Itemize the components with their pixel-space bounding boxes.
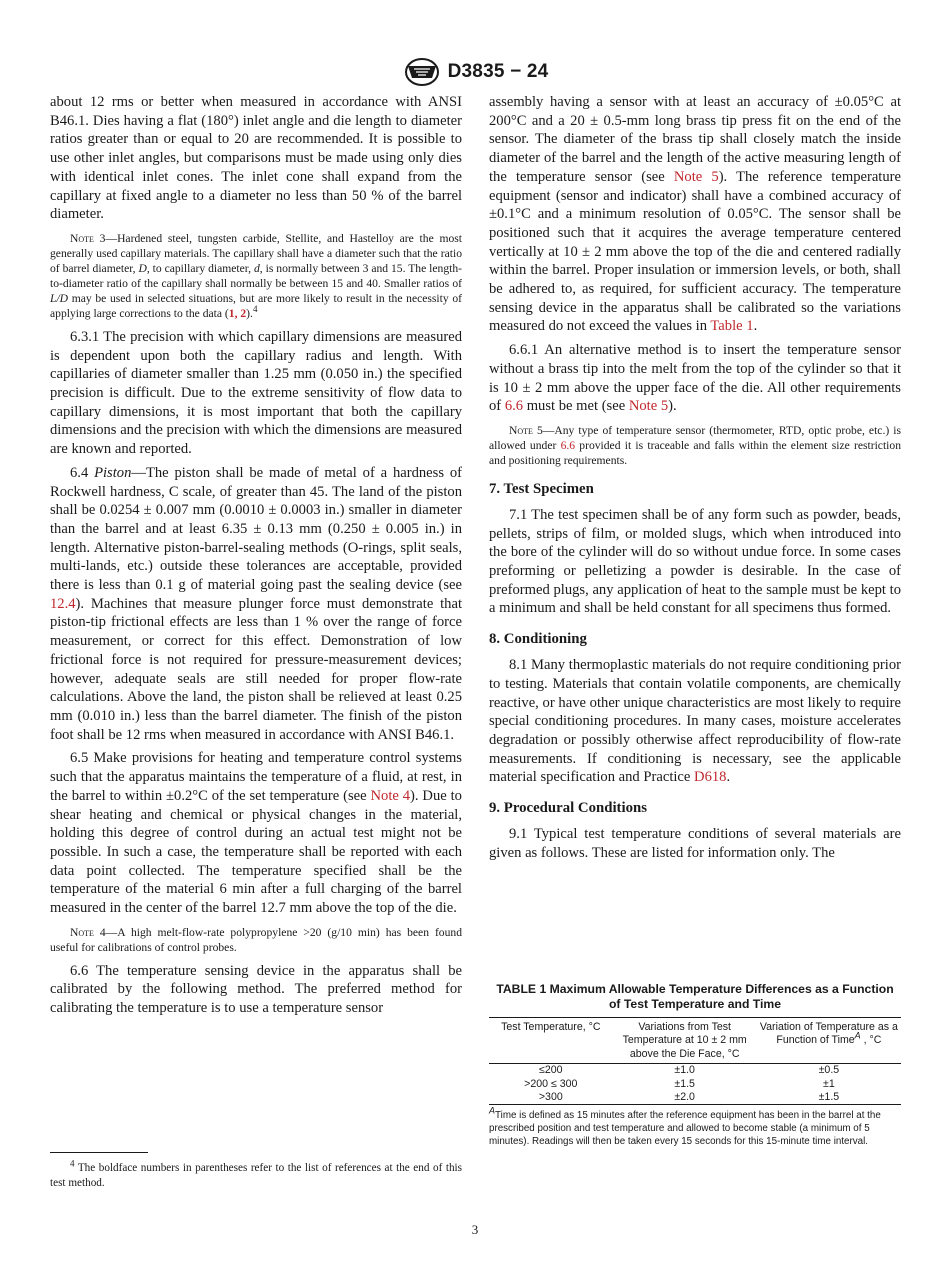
- paragraph-8-1: 8.1 Many thermoplastic materials do not require conditioning prior to testing. Materials that contain volatile components, are chemically reactive, or have other unique characteristics are most likely to require special conditioning procedures. In many cases, moisture accelerates degradation or possibly otherwise affect reproducibility of flow-rate measurements. If conditioning is necessary, see the applicable material specification and Practice D618.: [489, 657, 901, 786]
- left-column: [50, 93, 462, 1023]
- paragraph-7-1: 7.1 The test specimen shall be of any form such as powder, beads, pellets, strips of film, or molded slugs, which when introduced into the bore of the cylinder will do so without undue force. In some cases preforming or pelletizing a powder is desirable. In the case of preformed plugs, any application of heat to the sample must be kept to a minimum and shall be held constant for all specimens thus formed.: [489, 506, 901, 617]
- table-1-grid: [489, 1017, 901, 1105]
- note-4: Note 4—A high melt-flow-rate polypropylene >20 (g/10 min) has been found useful for calibrations of control probes.: [50, 925, 462, 954]
- table-1-link[interactable]: Table 1: [710, 318, 754, 335]
- table-row: [489, 1078, 901, 1091]
- section-12-4-link[interactable]: 12.4: [50, 595, 76, 612]
- table-cell: ±0.5: [818, 1064, 840, 1077]
- paragraph-6-5: 6.5 Make provisions for heating and temperature control systems such that the apparatus maintains the temperature of a fluid, at rest, in the barrel to within ±0.2°C of the set temperature (see Note 4). Due to shear heating and chemical or physical changes in the material, holding this degree of control during an actual test might not be possible. In such a case, the temperature shall be reported with each data point collected. The temperature specified shall be the temperature of the material 6 min after a full charging of the barrel measured in the center of the barrel 12.7 mm above the top of the die.: [50, 750, 462, 917]
- paragraph-6-6-continuation: assembly having a sensor with at least an accuracy of ±0.05°C at 200°C and a 20 ± 0.5-mm long brass tip press fit on the end of the sensor. The diameter of the brass tip shall closely match the inside diameter of the barrel and the length of the active measuring length of the temperature sensor (see Note 5). The reference temperature equipment (sensor and indicator) shall have a combined accuracy of ±0.1°C and a minimum resolution of 0.05°C. The sensor shall be positioned such that it acquires the average temperature centered vertically at 10 ± 2 mm above the top of the die and centered radially within the barrel. Proper insulation or immersion levels, or both, shall be adhered to, as required, for sufficient accuracy. The temperature sensing device in the apparatus shall be calibrated so the variations measured do not exceed the values in Table 1.: [489, 94, 901, 335]
- right-column: [489, 93, 901, 868]
- document-designation: D3835 − 24: [447, 61, 549, 82]
- page-header: [0, 56, 950, 93]
- section-8-heading: 8. Conditioning: [489, 631, 587, 648]
- paragraph-6-4: 6.4 Piston—The piston shall be made of metal of a hardness of Rockwell hardness, C scale, of greater than 45. The land of the piston shall be 0.0254 ± 0.007 mm (0.0010 ± 0.0003 in.) smaller in diameter than the barrel and at least 6.35 ± 0.13 mm (0.250 ± 0.005 in.) in length. Alternative piston-barrel-sealing methods (O-rings, split seals, multi-lands, etc.) outside these tolerances are acceptable, provided there is less than 0.1 g of material going past the sealing device (see 12.4). Machines that measure plunger force must demonstrate that piston-tip frictional effects are less than 1 % over the range of force measurement, or correct for this effect. Demonstration of low frictional force is not required for pressure-measurement devices; however, adequate seals are still needed for proper flow-rate calculations. Above the land, the piston shall be relieved at least 0.25 mm (0.010 in.) less than the barrel diameter. The finish of the piston foot shall be 12 rms when measured in accordance with ANSI B46.1.: [50, 464, 462, 743]
- table-cell: >200 ≤ 300: [524, 1077, 578, 1090]
- note-3-label: Note 3: [70, 231, 106, 245]
- table-1-title: TABLE 1 Maximum Allowable Temperature Differences as a Function of Test Temperature and Time: [496, 982, 894, 1011]
- table-cell: ±1.5: [674, 1077, 695, 1090]
- note-5-link[interactable]: Note 5: [673, 168, 719, 185]
- section-6-6-link[interactable]: 6.6: [560, 438, 576, 452]
- paragraph-6-3-1: 6.3.1 The precision with which capillary dimensions are measured is dependent upon both the capillary radius and length. With capillaries of diameter smaller than 1.25 mm (0.050 in.) the specified precision is difficult. Due to the extreme sensitivity of flow data to capillary dimensions, it is most important that both the capillary dimensions and the precision with which the dimensions are measured are known and reported.: [50, 328, 462, 458]
- table-cell: >300: [538, 1091, 563, 1104]
- table-row: [489, 1064, 901, 1078]
- reference-link[interactable]: 1, 2: [228, 306, 247, 320]
- footnote-divider: [50, 1152, 148, 1153]
- table-header-row: [489, 1018, 901, 1064]
- note-5-label: Note 5: [509, 423, 543, 437]
- note-5-link[interactable]: Note 5: [628, 398, 669, 415]
- practice-d618-link[interactable]: D618: [694, 769, 727, 786]
- table-cell: ±1.5: [818, 1091, 840, 1104]
- table-1-footnote: $^A$Time is defined as 15 minutes after the reference equipment has been in the barrel at the prescribed position and test temperature and allowed to become stable (a minimum of 5 minutes). Readings will then be taken every 15 seconds for this 15-minute time interval.: [489, 1106, 881, 1148]
- astm-logo-icon: [402, 56, 442, 88]
- paragraph-6-6-1: 6.6.1 An alternative method is to insert the temperature sensor without a brass tip into the melt from the top of the cylinder so that it is 10 ± 2 mm above the upper face of the die. All other requirements of 6.6 must be met (see Note 5).: [489, 342, 901, 415]
- section-9-heading: 9. Procedural Conditions: [489, 800, 647, 817]
- note-5: Note 5—Any type of temperature sensor (thermometer, RTD, optic probe, etc.) is allowed under 6.6 provided it is traceable and falls within the element size restriction and positioning requirements.: [489, 423, 902, 467]
- table-header-cell: Variations from Test Temperature at 10 ± 2 mm above the Die Face, °C: [622, 1021, 747, 1060]
- paragraph-6-3-continuation: about 12 rms or better when measured in accordance with ANSI B46.1. Dies having a flat (180°) inlet angle and die length to diameter ratios greater than or equal to 20 are recommended. It is possible to use other inlet angles, but comparisons must be made using only dies with identical inlet cones. The inlet cone shall expand from the capillary at fixed angle to a diameter no less than 50 % of the barrel diameter.: [50, 94, 462, 223]
- note-4-link[interactable]: Note 4: [370, 787, 411, 804]
- table-cell: ±1: [823, 1077, 835, 1090]
- table-row: [489, 1091, 901, 1105]
- paragraph-9-1: 9.1 Typical test temperature conditions of several materials are given as follows. These are listed for information only. The: [489, 826, 901, 861]
- table-header-cell: Variation of Temperature as a Function of Time$^A$ , °C: [759, 1021, 898, 1047]
- table-cell: ±2.0: [674, 1091, 695, 1104]
- section-7-heading: 7. Test Specimen: [489, 480, 594, 497]
- table-header-cell: Test Temperature, °C: [501, 1021, 601, 1033]
- paragraph-6-6: 6.6 The temperature sensing device in the apparatus shall be calibrated by the following method. The preferred method for calibrating the temperature is to use a temperature sensor: [50, 962, 462, 1017]
- footnote-4: $^4$ The boldface numbers in parentheses refer to the list of references at the end of this test method.: [50, 1158, 462, 1189]
- page-number: 3: [471, 1222, 479, 1237]
- table-cell: ±1.0: [674, 1064, 695, 1077]
- piston-heading: Piston: [94, 464, 132, 481]
- table-1: [489, 982, 901, 1148]
- note-4-label: Note 4: [70, 925, 106, 939]
- table-cell: ≤200: [539, 1064, 563, 1077]
- note-3: Note 3—Hardened steel, tungsten carbide, Stellite, and Hastelloy are the most generally used capillary materials. The capillary shall have a diameter such that the ratio of barrel diameter, D, to capillary diameter, d, is normally between 3 and 15. The length-to-diameter ratio of the capillary shall normally be between 15 and 40. Smaller ratios of L/D may be used in selected situations, but are more likely to result in the necessity of applying large corrections to the data (1, 2).$^4$: [50, 231, 462, 320]
- section-6-6-link[interactable]: 6.6: [504, 398, 524, 415]
- footnote-marker: 4: [252, 304, 258, 315]
